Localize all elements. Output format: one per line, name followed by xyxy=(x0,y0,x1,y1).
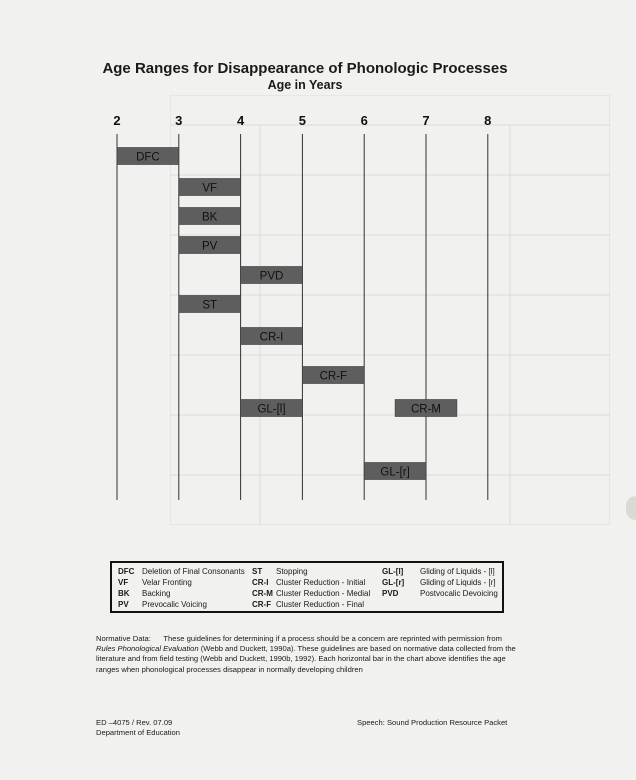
legend-abbreviation: VF xyxy=(118,578,129,587)
legend-box xyxy=(110,561,504,613)
age-tick-label: 3 xyxy=(175,113,183,128)
legend-abbreviation: CR-I xyxy=(252,578,269,587)
legend-entry xyxy=(382,566,498,577)
age-tick-label: 8 xyxy=(484,113,492,128)
legend-abbreviation: GL-[l] xyxy=(382,567,404,576)
bar-label: CR-F xyxy=(319,370,348,383)
legend-column-3 xyxy=(382,566,498,599)
staple-mark xyxy=(626,496,636,520)
legend-abbreviation: CR-F xyxy=(252,600,272,609)
legend-description: Postvocalic Devoicing xyxy=(420,589,498,598)
age-tick-label: 2 xyxy=(113,113,121,128)
legend-entry xyxy=(252,588,370,599)
bar-label: BK xyxy=(202,211,218,224)
legend-entry xyxy=(118,566,245,577)
bar-label: DFC xyxy=(136,151,160,164)
bar-label: CR-M xyxy=(410,403,442,416)
footer-left xyxy=(96,718,180,738)
legend-abbreviation: DFC xyxy=(118,567,135,576)
note-label: Normative Data: xyxy=(96,634,151,643)
legend-column-1 xyxy=(118,566,245,610)
legend-abbreviation: CR-M xyxy=(252,589,273,598)
bar-label: CR-I xyxy=(259,331,284,344)
bar-label: PVD xyxy=(259,270,284,283)
legend-entry xyxy=(382,588,498,599)
legend-description: Cluster Reduction - Medial xyxy=(276,589,371,598)
age-tick-label: 6 xyxy=(360,113,368,128)
legend-entry xyxy=(252,566,370,577)
legend-abbreviation: GL-[r] xyxy=(382,578,405,587)
legend-description: Gliding of Liquids - [l] xyxy=(420,567,495,576)
note-text-1: These guidelines for determining if a process should be a concern are reprinted with permission from xyxy=(163,634,502,643)
department-name: Department of Education xyxy=(96,728,181,737)
packet-name: Speech: Sound Production Resource Packet xyxy=(357,718,508,727)
legend-entry xyxy=(252,577,370,588)
legend-description: Cluster Reduction - Initial xyxy=(276,578,366,587)
chart-subtitle: Age in Years xyxy=(267,78,343,92)
legend-abbreviation: PVD xyxy=(382,589,399,598)
bar-label: GL-[l] xyxy=(257,403,286,416)
bar-label: ST xyxy=(202,299,218,312)
note-text-2: (Webb and Duckett, 1990a). These guidelines are based on normative data collected from the literature and from field testing (Webb and Duckett, 1990b, 1992). Each horizontal bar in the chart above identifies the age ranges when phonological processes disappear in normally developing children xyxy=(96,644,516,674)
note-citation: Rules Phonological Evaluation xyxy=(96,644,199,654)
legend-entry xyxy=(118,588,245,599)
legend-description: Deletion of Final Consonants xyxy=(142,567,245,576)
document-code: ED –4075 / Rev. 07.09 xyxy=(96,718,173,727)
legend-description: Cluster Reduction - Final xyxy=(276,600,365,609)
legend-abbreviation: BK xyxy=(118,589,130,598)
legend-entry xyxy=(118,599,245,610)
legend-abbreviation: PV xyxy=(118,600,129,609)
legend-description: Prevocalic Voicing xyxy=(142,600,207,609)
legend-description: Backing xyxy=(142,589,171,598)
legend-column-2 xyxy=(252,566,370,610)
chart-title: Age Ranges for Disappearance of Phonologic Processes xyxy=(102,60,508,77)
age-tick-label: 4 xyxy=(236,113,245,128)
legend-entry xyxy=(382,577,498,588)
bar-label: GL-[r] xyxy=(380,466,410,479)
normative-data-note xyxy=(96,634,516,675)
bar-label: VF xyxy=(202,182,218,195)
legend-description: Stopping xyxy=(276,567,308,576)
legend-entry xyxy=(252,599,370,610)
legend-description: Gliding of Liquids - [r] xyxy=(420,578,496,587)
legend-abbreviation: ST xyxy=(252,567,263,576)
age-tick-label: 7 xyxy=(422,113,430,128)
age-tick-label: 5 xyxy=(298,113,307,128)
legend-description: Velar Fronting xyxy=(142,578,192,587)
legend-entry xyxy=(118,577,245,588)
bar-label: PV xyxy=(202,240,218,253)
